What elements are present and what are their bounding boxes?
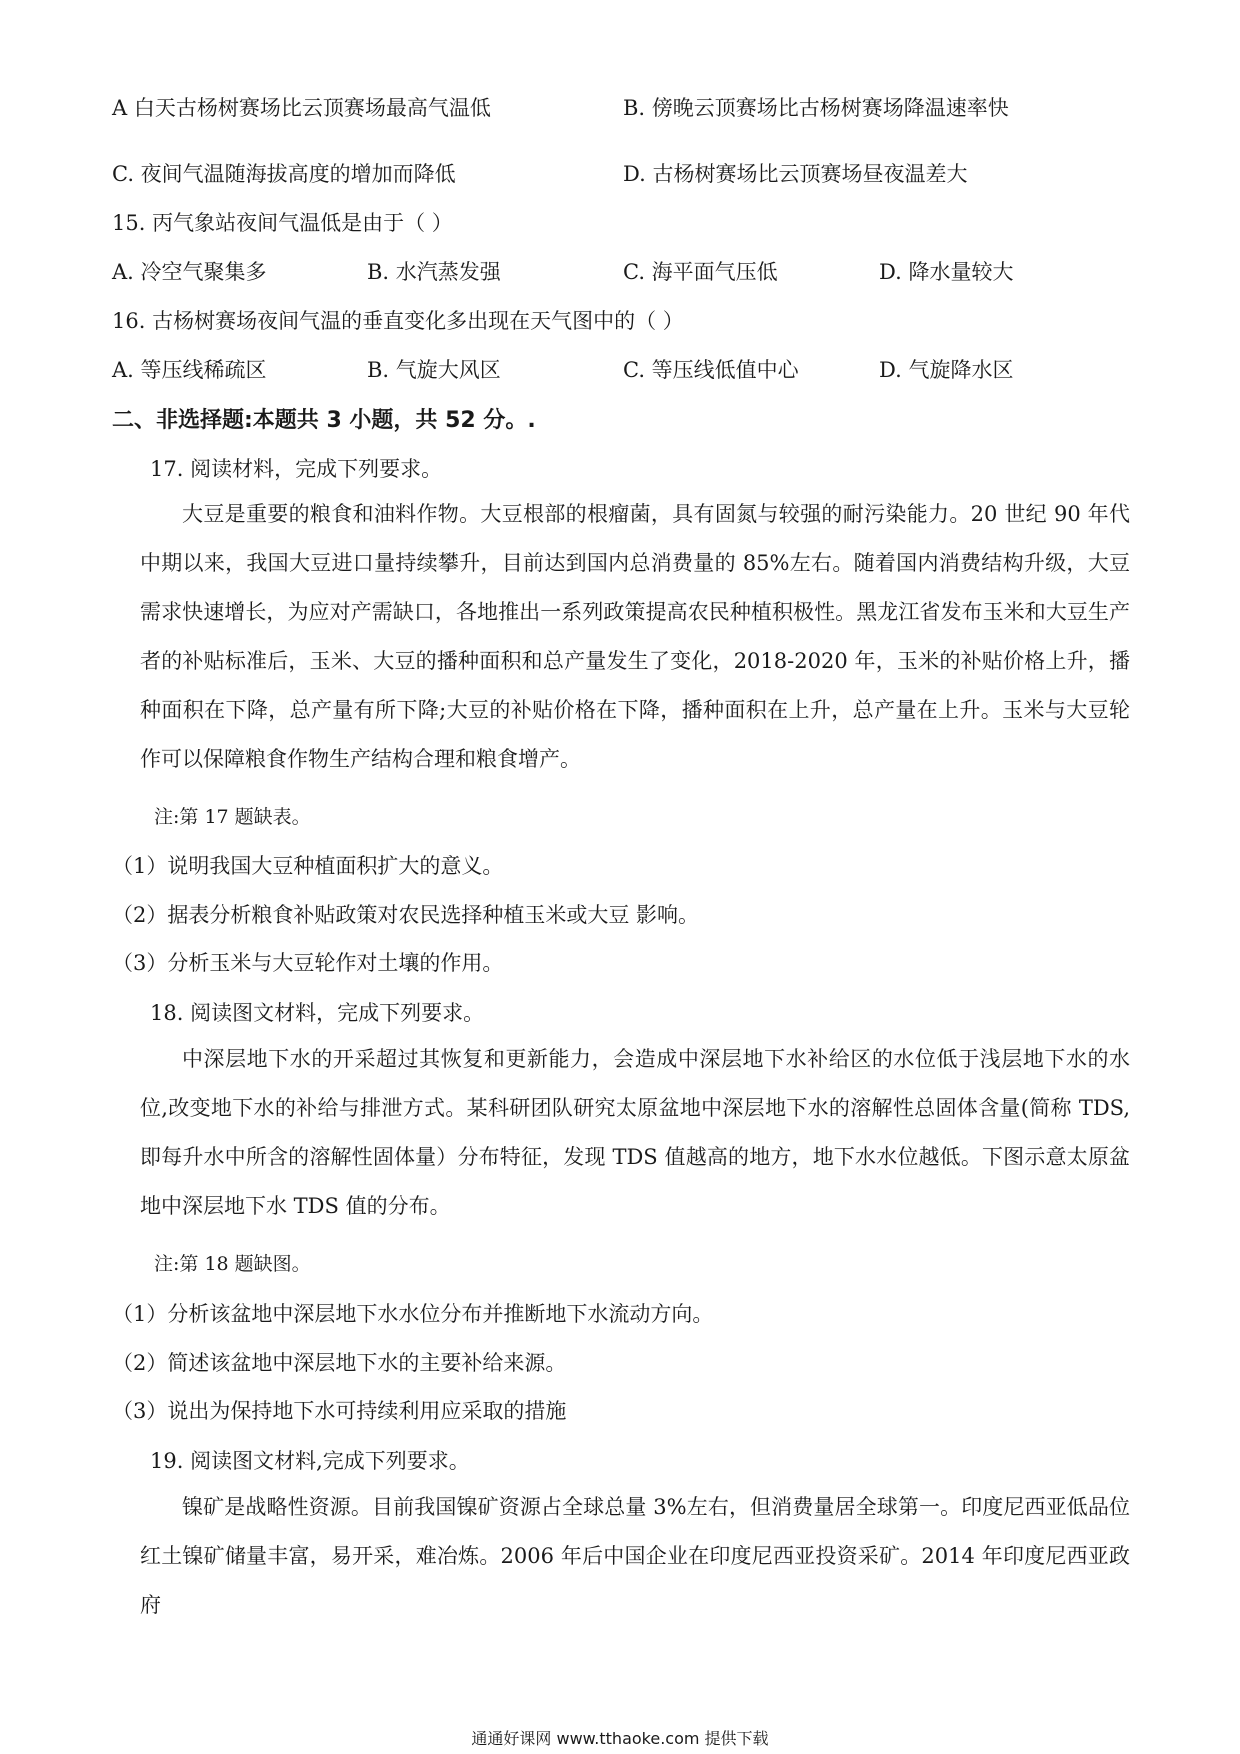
q18-sub1: （1）分析该盆地中深层地下水水位分布并推断地下水流动方向。 [112, 1302, 714, 1326]
q16-option-d: D. 气旋降水区 [879, 358, 1014, 382]
q17-sub3: （3）分析玉米与大豆轮作对土壤的作用。 [112, 951, 504, 975]
q17-stem: 17. 阅读材料，完成下列要求。 [150, 457, 443, 481]
q17-sub2: （2）据表分析粮食补贴政策对农民选择种植玉米或大豆 影响。 [112, 903, 700, 927]
q15-option-a: A. 冷空气聚集多 [112, 260, 267, 284]
q16-option-a: A. 等压线稀疏区 [112, 358, 267, 382]
q18-sub2: （2）简述该盆地中深层地下水的主要补给来源。 [112, 1351, 567, 1375]
q15-option-d: D. 降水量较大 [879, 260, 1014, 284]
q17-paragraph: 大豆是重要的粮食和油料作物。大豆根部的根瘤菌，具有固氮与较强的耐污染能力。20 世纪 90 年代中期以来，我国大豆进口量持续攀升，目前达到国内总消费量的 85%左右。随着国内消费结构升级，大豆需求快速增长，为应对产需缺口，各地推出一系列政策提高农民种植积极性。黑龙江省发布玉米和大豆生产者的补贴标准后，玉米、大豆的播种面积和总产量发生了变化，2018-2020 年，玉米的补贴价格上升，播种面积在下降，总产量有所下降;大豆的补贴价格在下降，播种面积在上升，总产量在上升。玉米与大豆轮作可以保障粮食作物生产结构合理和粮食增产。 [140, 502, 1130, 771]
section-heading: 二、非选择题:本题共 3 小题，共 52 分。. [112, 408, 536, 433]
page-footer: 通通好课网 www.tthaoke.com 提供下载 [471, 1729, 769, 1748]
q14-option-c: C. 夜间气温随海拔高度的增加而降低 [112, 162, 456, 186]
q16-stem: 16. 古杨树赛场夜间气温的垂直变化多出现在天气图中的（ ） [112, 309, 684, 333]
q14-option-b: B. 傍晚云顶赛场比古杨树赛场降温速率快 [623, 96, 1009, 120]
q19-paragraph: 镍矿是战略性资源。目前我国镍矿资源占全球总量 3%左右，但消费量居全球第一。印度尼西亚低品位红土镍矿储量丰富，易开采，难冶炼。2006 年后中国企业在印度尼西亚投资采矿。2014 年印度尼西亚政府 [140, 1495, 1130, 1617]
q14-option-d: D. 古杨树赛场比云顶赛场昼夜温差大 [623, 162, 968, 186]
q19-stem: 19. 阅读图文材料,完成下列要求。 [150, 1449, 470, 1473]
q18-sub3: （3）说出为保持地下水可持续利用应采取的措施 [112, 1399, 567, 1423]
q16-option-b: B. 气旋大风区 [367, 358, 501, 382]
q15-option-b: B. 水汽蒸发强 [367, 260, 501, 284]
q17-note: 注:第 17 题缺表。 [154, 806, 311, 828]
q18-stem: 18. 阅读图文材料，完成下列要求。 [150, 1001, 485, 1025]
q17-sub1: （1）说明我国大豆种植面积扩大的意义。 [112, 854, 504, 878]
q15-option-c: C. 海平面气压低 [623, 260, 778, 284]
q16-option-c: C. 等压线低值中心 [623, 358, 799, 382]
q18-note: 注:第 18 题缺图。 [154, 1253, 311, 1275]
q18-paragraph: 中深层地下水的开采超过其恢复和更新能力，会造成中深层地下水补给区的水位低于浅层地下水的水位,改变地下水的补给与排泄方式。某科研团队研究太原盆地中深层地下水的溶解性总固体含量(简称 TDS,即每升水中所含的溶解性固体量）分布特征，发现 TDS 值越高的地方，地下水水位越低。下图示意太原盆地中深层地下水 TDS 值的分布。 [140, 1047, 1130, 1218]
q14-option-a: A 白天古杨树赛场比云顶赛场最高气温低 [112, 96, 491, 120]
q15-stem: 15. 丙气象站夜间气温低是由于（ ） [112, 211, 453, 235]
